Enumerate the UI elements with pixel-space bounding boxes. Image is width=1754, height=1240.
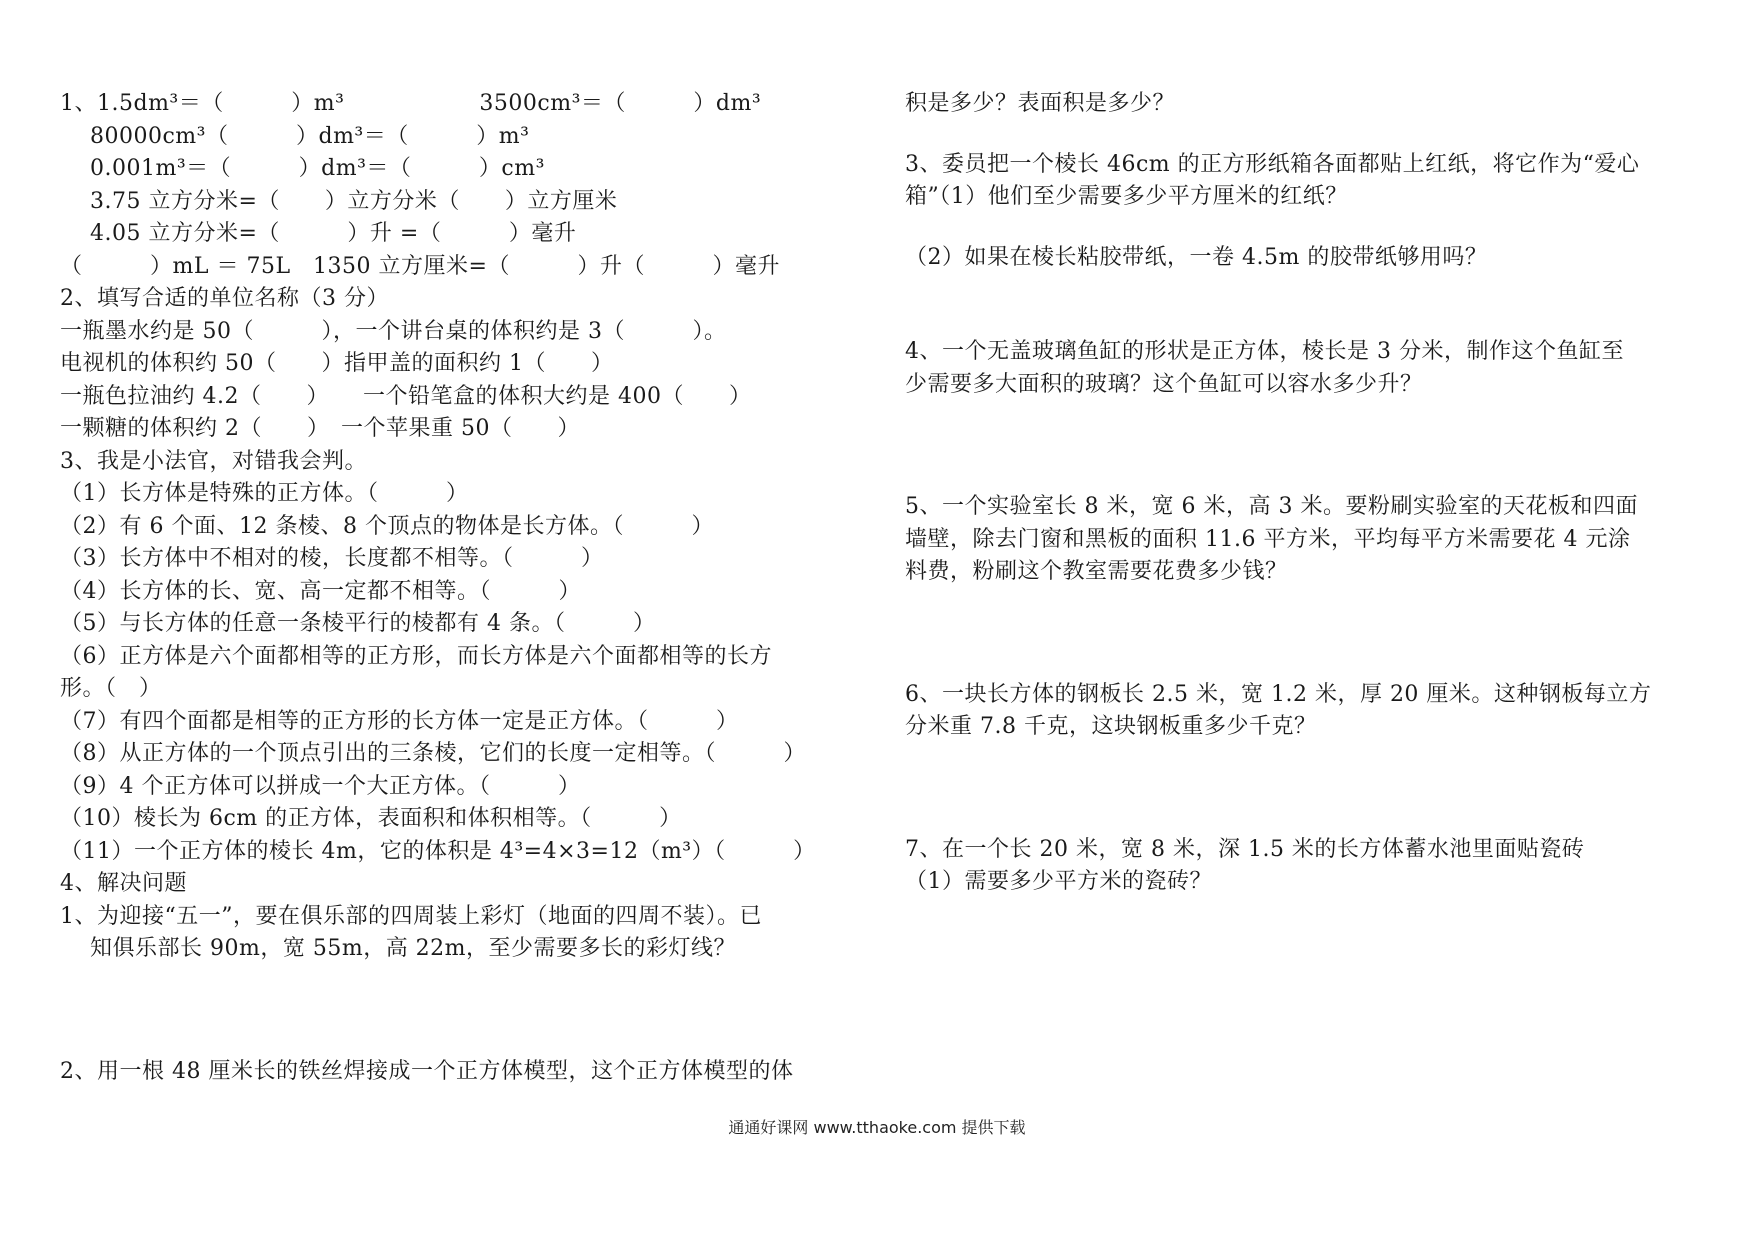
problem-7-line-2: （1）需要多少平方米的瓷砖？	[905, 869, 1212, 894]
judge-item-10: （10）棱长为 6cm 的正方体，表面积和体积相等。（ ）	[60, 806, 682, 831]
judge-item-2: （2）有 6 个面、12 条棱、8 个顶点的物体是长方体。（ ）	[60, 513, 714, 539]
problem-3-part-2: （2）如果在棱长粘胶带纸，一卷 4.5m 的胶带纸够用吗？	[905, 244, 1488, 270]
problem-6-line-2: 分米重 7.8 千克，这块钢板重多少千克？	[905, 714, 1317, 739]
q1-line-6: （ ）mL ＝ 75L 1350 立方厘米=（ ）升（ ）毫升	[60, 253, 780, 279]
units-line-4: 一颗糖的体积约 2（ ） 一个苹果重 50（ ）	[60, 416, 580, 441]
answer-space	[60, 966, 860, 1056]
answer-space	[905, 214, 1705, 242]
judge-item-7: （7）有四个面都是相等的正方形的长方体一定是正方体。（ ）	[60, 708, 739, 734]
problem-5-line-3: 料费，粉刷这个教室需要花费多少钱？	[905, 559, 1288, 584]
problem-1-line-2: 知俱乐部长 90m，宽 55m，高 22m，至少需要多长的彩灯线？	[60, 936, 737, 961]
judge-item-1: （1）长方体是特殊的正方体。（ ）	[60, 481, 469, 506]
problem-3-line-1: 3、委员把一个棱长 46cm 的正方形纸箱各面都贴上红纸，将它作为“爱心	[905, 151, 1640, 177]
problem-4-line-2: 少需要多大面积的玻璃？这个鱼缸可以容水多少升？	[905, 371, 1423, 397]
answer-space	[905, 274, 1705, 336]
problem-1-line-1: 1、为迎接“五一”，要在俱乐部的四周装上彩灯（地面的四周不装）。已	[60, 903, 762, 929]
answer-space	[905, 589, 1705, 679]
judge-item-6b: 形。（ ）	[60, 676, 162, 701]
q1-line-3: 0.001m³＝（ ）dm³＝（ ）cm³	[60, 156, 545, 181]
judge-item-9: （9）4 个正方体可以拼成一个大正方体。（ ）	[60, 773, 581, 799]
units-line-2: 电视机的体积约 50（ ）指甲盖的面积约 1（ ）	[60, 351, 614, 376]
problem-2-line-2: 积是多少？表面积是多少？	[905, 91, 1176, 116]
judge-item-4: （4）长方体的长、宽、高一定都不相等。（ ）	[60, 578, 581, 604]
judge-item-5: （5）与长方体的任意一条棱平行的棱都有 4 条。（ ）	[60, 611, 656, 636]
problem-5-line-1: 5、一个实验室长 8 米，宽 6 米，高 3 米。要粉刷实验室的天花板和四面	[905, 494, 1638, 519]
judge-item-3: （3）长方体中不相对的棱，长度都不相等。（ ）	[60, 546, 604, 571]
problem-7-line-1: 7、在一个长 20 米，宽 8 米，深 1.5 米的长方体蓄水池里面贴瓷砖	[905, 836, 1585, 862]
problem-6-line-1: 6、一块长方体的钢板长 2.5 米，宽 1.2 米，厚 20 厘米。这种钢板每立方	[905, 681, 1652, 707]
section-2-heading: 2、填写合适的单位名称（3 分）	[60, 286, 389, 311]
judge-item-6a: （6）正方体是六个面都相等的正方形，而长方体是六个面都相等的长方	[60, 643, 772, 669]
q1-line-1: 1、1.5dm³＝（ ）m³ 3500cm³＝（ ）dm³	[60, 91, 762, 116]
right-column	[905, 88, 1705, 899]
problem-5-line-2: 墙壁，除去门窗和黑板的面积 11.6 平方米，平均每平方米需要花 4 元涂	[905, 526, 1631, 552]
answer-space	[905, 121, 1705, 149]
problem-2-line-1: 2、用一根 48 厘米长的铁丝焊接成一个正方体模型，这个正方体模型的体	[60, 1058, 794, 1084]
problem-3-line-2: 箱”（1）他们至少需要多少平方厘米的红纸？	[905, 184, 1348, 209]
q1-line-5: 4.05 立方分米=（ ）升 =（ ）毫升	[60, 221, 577, 246]
units-line-1: 一瓶墨水约是 50（ ），一个讲台桌的体积约是 3（ ）。	[60, 318, 727, 344]
units-line-3: 一瓶色拉油约 4.2（ ） 一个铅笔盒的体积大约是 400（ ）	[60, 383, 752, 409]
answer-space	[905, 744, 1705, 834]
answer-space	[905, 401, 1705, 491]
section-3-heading: 3、我是小法官，对错我会判。	[60, 448, 367, 474]
judge-item-8: （8）从正方体的一个顶点引出的三条棱，它们的长度一定相等。（ ）	[60, 741, 806, 766]
problem-4-line-1: 4、一个无盖玻璃鱼缸的形状是正方体，棱长是 3 分米，制作这个鱼缸至	[905, 339, 1624, 364]
q1-line-2: 80000cm³（ ）dm³＝（ ）m³	[60, 123, 530, 149]
q1-line-4: 3.75 立方分米=（ ）立方分米（ ）立方厘米	[60, 188, 618, 214]
download-footer: 通通好课网 www.tthaoke.com 提供下载	[728, 1118, 1026, 1137]
judge-item-11: （11）一个正方体的棱长 4m，它的体积是 4³=4×3=12（m³）（ ）	[60, 838, 816, 864]
section-4-heading: 4、解决问题	[60, 871, 187, 896]
left-column	[60, 88, 860, 1088]
